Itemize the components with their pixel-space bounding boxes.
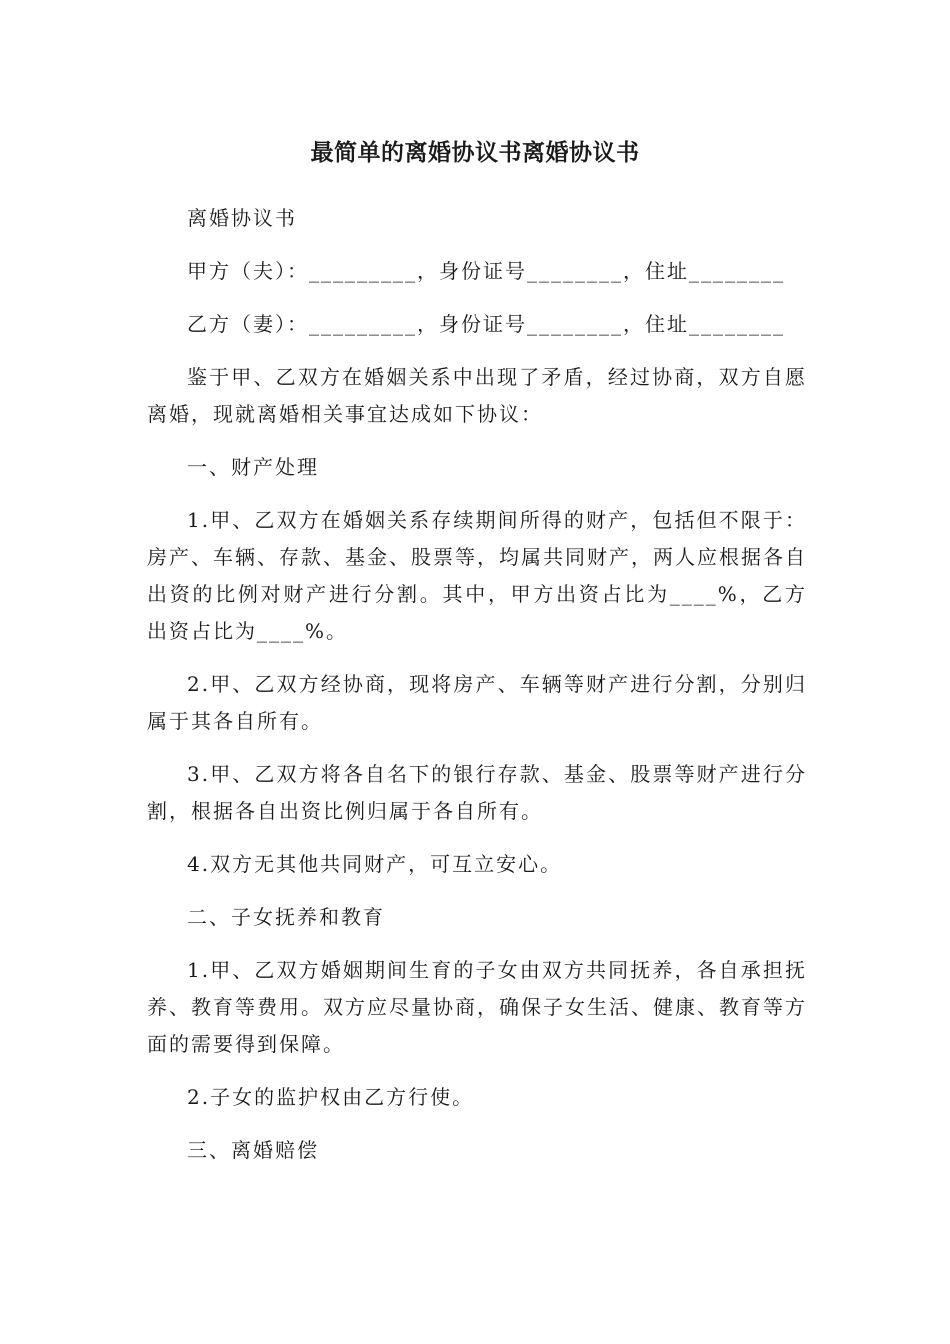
paragraph-children-1: 1.甲、乙双方婚姻期间生育的子女由双方共同抚养，各自承担抚养、教育等费用。双方应尽量协商，确保子女生活、健康、教育等方面的需要得到保障。 [147,958,807,1056]
paragraph-party-a: 甲方（夫）：_________，身份证号________，住址________ [187,259,785,283]
paragraph-children-2: 2.子女的监护权由乙方行使。 [187,1085,475,1109]
paragraph-heading: 离婚协议书 [187,206,297,230]
section-heading-compensation: 三、离婚赔偿 [187,1138,319,1162]
paragraph-property-4: 4.双方无其他共同财产，可互立安心。 [187,852,563,876]
paragraph-property-1: 1.甲、乙双方在婚姻关系存续期间所得的财产，包括但不限于：房产、车辆、存款、基金、股票等，均属共同财产，两人应根据各自出资的比例对财产进行分割。其中，甲方出资占比为____%，乙方出资占比为____%。 [147,508,807,643]
paragraph-preamble: 鉴于甲、乙双方在婚姻关系中出现了矛盾，经过协商，双方自愿离婚，现就离婚相关事宜达成如下协议： [147,365,807,426]
document-title: 最简单的离婚协议书离婚协议书 [310,140,640,166]
paragraph-party-b: 乙方（妻）：_________，身份证号________，住址________ [187,312,785,336]
paragraph-property-2: 2.甲、乙双方经协商，现将房产、车辆等财产进行分割，分别归属于其各自所有。 [147,672,807,733]
section-heading-children: 二、子女抚养和教育 [187,905,385,929]
document-body [147,200,807,1185]
section-heading-property: 一、财产处理 [187,455,319,479]
paragraph-property-3: 3.甲、乙双方将各自名下的银行存款、基金、股票等财产进行分割，根据各自出资比例归属于各自所有。 [147,762,807,823]
